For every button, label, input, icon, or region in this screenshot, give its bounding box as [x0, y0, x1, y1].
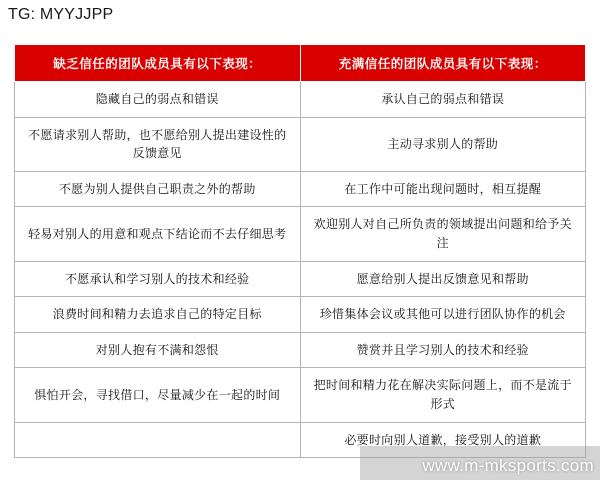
table-body	[15, 82, 586, 458]
cell-low-trust: 惧怕开会，寻找借口，尽量减少在一起的时间	[15, 368, 301, 422]
cell-high-trust: 承认自己的弱点和错误	[300, 82, 586, 118]
cell-low-trust: 对别人抱有不满和怨恨	[15, 332, 301, 368]
cell-high-trust: 必要时向别人道歉，接受别人的道歉	[300, 422, 586, 458]
site-watermark: www.m-mksports.com	[422, 456, 594, 475]
table-row	[15, 332, 586, 368]
header-high-trust: 充满信任的团队成员具有以下表现：	[300, 45, 586, 82]
table-row	[15, 117, 586, 171]
table-row	[15, 82, 586, 118]
cell-high-trust: 愿意给别人提出反馈意见和帮助	[300, 261, 586, 297]
cell-high-trust: 主动寻求别人的帮助	[300, 117, 586, 171]
cell-high-trust: 赞赏并且学习别人的技术和经验	[300, 332, 586, 368]
cell-low-trust: 不愿请求别人帮助，也不愿给别人提出建设性的反馈意见	[15, 117, 301, 171]
table-row	[15, 207, 586, 261]
telegram-tag-overlay: TG: MYYJJPP	[8, 6, 114, 23]
table-row	[15, 171, 586, 207]
table-header	[15, 45, 586, 82]
cell-low-trust: 不愿承认和学习别人的技术和经验	[15, 261, 301, 297]
cell-high-trust: 欢迎别人对自己所负责的领域提出问题和给予关注	[300, 207, 586, 261]
cell-low-trust: 浪费时间和精力去追求自己的特定目标	[15, 297, 301, 333]
trust-comparison-table	[14, 44, 586, 458]
table-row	[15, 297, 586, 333]
header-low-trust: 缺乏信任的团队成员具有以下表现：	[15, 45, 301, 82]
cell-low-trust: 轻易对别人的用意和观点下结论而不去仔细思考	[15, 207, 301, 261]
cell-high-trust: 在工作中可能出现问题时，相互提醒	[300, 171, 586, 207]
cell-low-trust: 隐藏自己的弱点和错误	[15, 82, 301, 118]
table-row	[15, 368, 586, 422]
comparison-table-container	[14, 44, 586, 458]
cell-low-trust-empty	[15, 422, 301, 458]
cell-high-trust: 珍惜集体会议或其他可以进行团队协作的机会	[300, 297, 586, 333]
cell-low-trust: 不愿为别人提供自己职责之外的帮助	[15, 171, 301, 207]
table-row	[15, 261, 586, 297]
table-header-row	[15, 45, 586, 82]
cell-high-trust: 把时间和精力花在解决实际问题上，而不是流于形式	[300, 368, 586, 422]
